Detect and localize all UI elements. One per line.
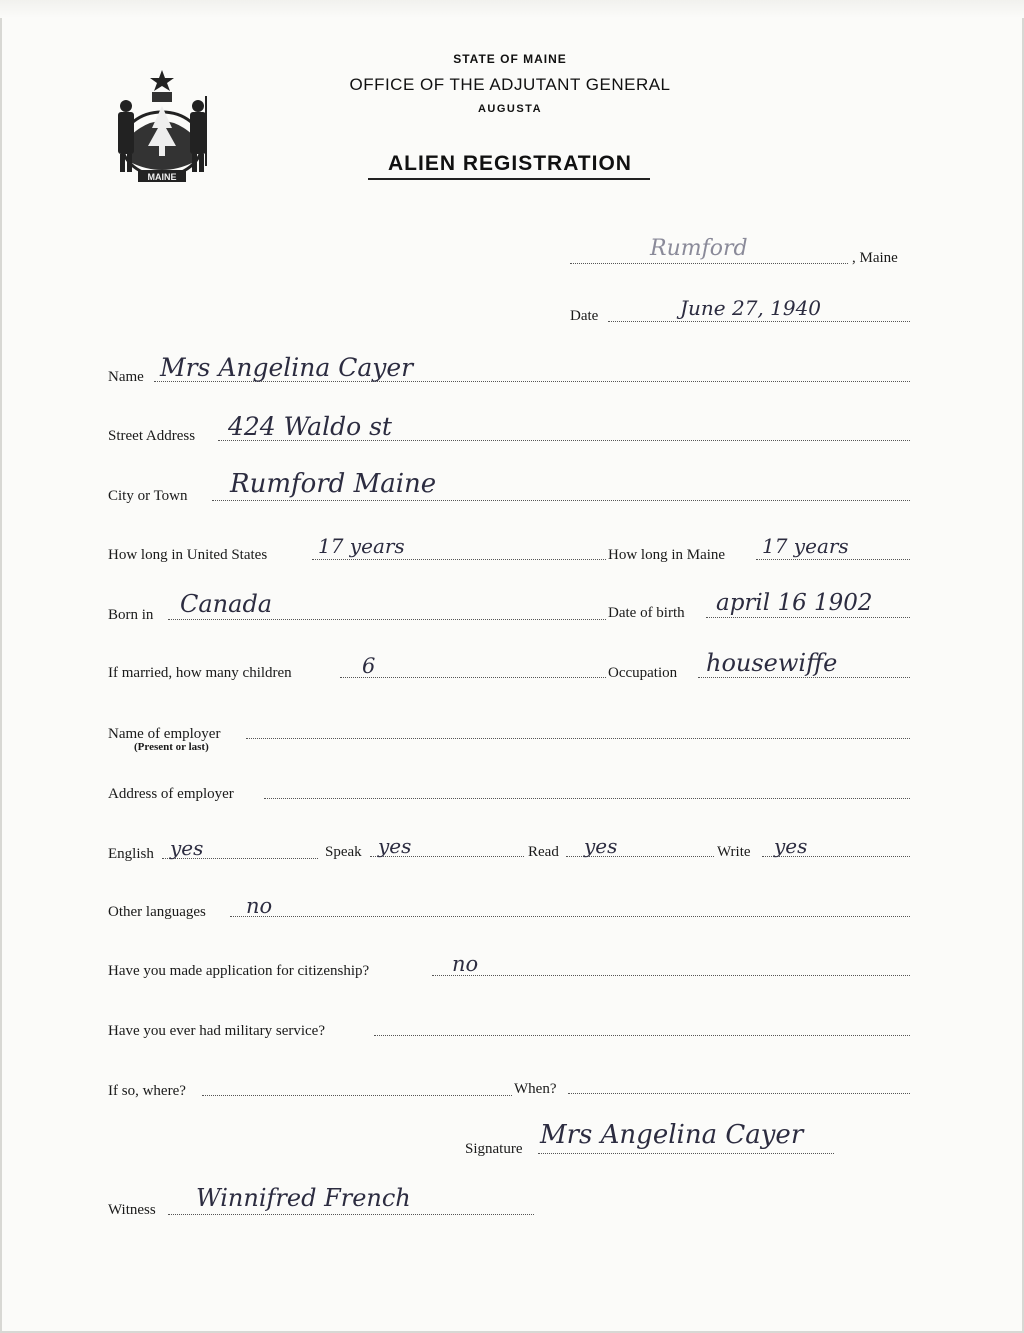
witness-line xyxy=(168,1214,534,1215)
scan-edge xyxy=(0,0,1024,18)
born-value: Canada xyxy=(180,590,273,618)
employer-note: (Present or last) xyxy=(134,741,209,753)
dob-value: april 16 1902 xyxy=(716,590,873,616)
us-label: How long in United States xyxy=(108,547,268,563)
occupation-value: housewiffe xyxy=(706,649,838,677)
speak-value: yes xyxy=(378,834,412,858)
military-label: Have you ever had military service? xyxy=(108,1023,325,1039)
us-value: 17 years xyxy=(318,534,405,558)
street-label: Street Address xyxy=(108,428,196,444)
date-line xyxy=(608,321,910,322)
other-lang-label: Other languages xyxy=(108,904,206,920)
witness-value: Winnifred French xyxy=(196,1184,411,1212)
occupation-line xyxy=(698,677,910,678)
seal-motto: MAINE xyxy=(147,172,177,182)
children-label: If married, how many children xyxy=(108,665,292,681)
children-line xyxy=(340,677,606,678)
citizenship-line xyxy=(432,975,910,976)
write-label: Write xyxy=(717,844,751,860)
maine-line xyxy=(756,559,910,560)
dob-line xyxy=(706,617,910,618)
city-value: Rumford Maine xyxy=(230,469,437,499)
place-value: Rumford xyxy=(650,236,748,261)
write-value: yes xyxy=(774,834,808,858)
place-suffix: , Maine xyxy=(852,250,898,266)
children-value: 6 xyxy=(362,654,376,678)
city-heading: AUGUSTA xyxy=(477,103,543,115)
read-label: Read xyxy=(528,844,559,860)
us-line xyxy=(312,559,606,560)
city-line xyxy=(212,500,910,501)
street-value: 424 Waldo st xyxy=(228,412,392,441)
employer-address-line xyxy=(264,798,910,799)
name-label: Name xyxy=(108,369,144,385)
when-label: When? xyxy=(514,1081,557,1097)
city-label: City or Town xyxy=(108,488,188,504)
other-lang-value: no xyxy=(246,894,273,918)
citizenship-label: Have you made application for citizenship? xyxy=(108,963,370,979)
read-value: yes xyxy=(584,834,618,858)
form-title: ALIEN REGISTRATION xyxy=(388,152,632,175)
signature-line xyxy=(538,1153,834,1154)
born-line xyxy=(168,619,606,620)
speak-label: Speak xyxy=(325,844,362,860)
name-value: Mrs Angelina Cayer xyxy=(160,353,414,382)
maine-value: 17 years xyxy=(762,534,849,558)
citizenship-value: no xyxy=(452,952,479,976)
where-line xyxy=(202,1095,512,1096)
where-label: If so, where? xyxy=(108,1083,186,1099)
place-line xyxy=(570,263,848,264)
date-value: June 27, 1940 xyxy=(680,296,822,320)
maine-state-seal-icon xyxy=(108,66,216,186)
employer-line xyxy=(246,738,910,739)
witness-label: Witness xyxy=(108,1202,156,1218)
english-value: yes xyxy=(170,836,204,860)
maine-label: How long in Maine xyxy=(608,547,726,563)
signature-value: Mrs Angelina Cayer xyxy=(540,1120,804,1150)
date-label: Date xyxy=(570,308,599,324)
other-lang-line xyxy=(230,916,910,917)
english-label: English xyxy=(108,846,154,862)
signature-label: Signature xyxy=(465,1141,523,1157)
office-heading: OFFICE OF THE ADJUTANT GENERAL xyxy=(349,75,671,94)
military-line xyxy=(374,1035,910,1036)
born-label: Born in xyxy=(108,607,154,623)
employer-label: Name of employer xyxy=(108,726,221,742)
occupation-label: Occupation xyxy=(608,665,678,681)
when-line xyxy=(568,1093,910,1094)
employer-address-label: Address of employer xyxy=(108,786,234,802)
state-heading: STATE OF MAINE xyxy=(453,52,567,66)
title-underline xyxy=(368,178,650,180)
dob-label: Date of birth xyxy=(608,605,685,621)
